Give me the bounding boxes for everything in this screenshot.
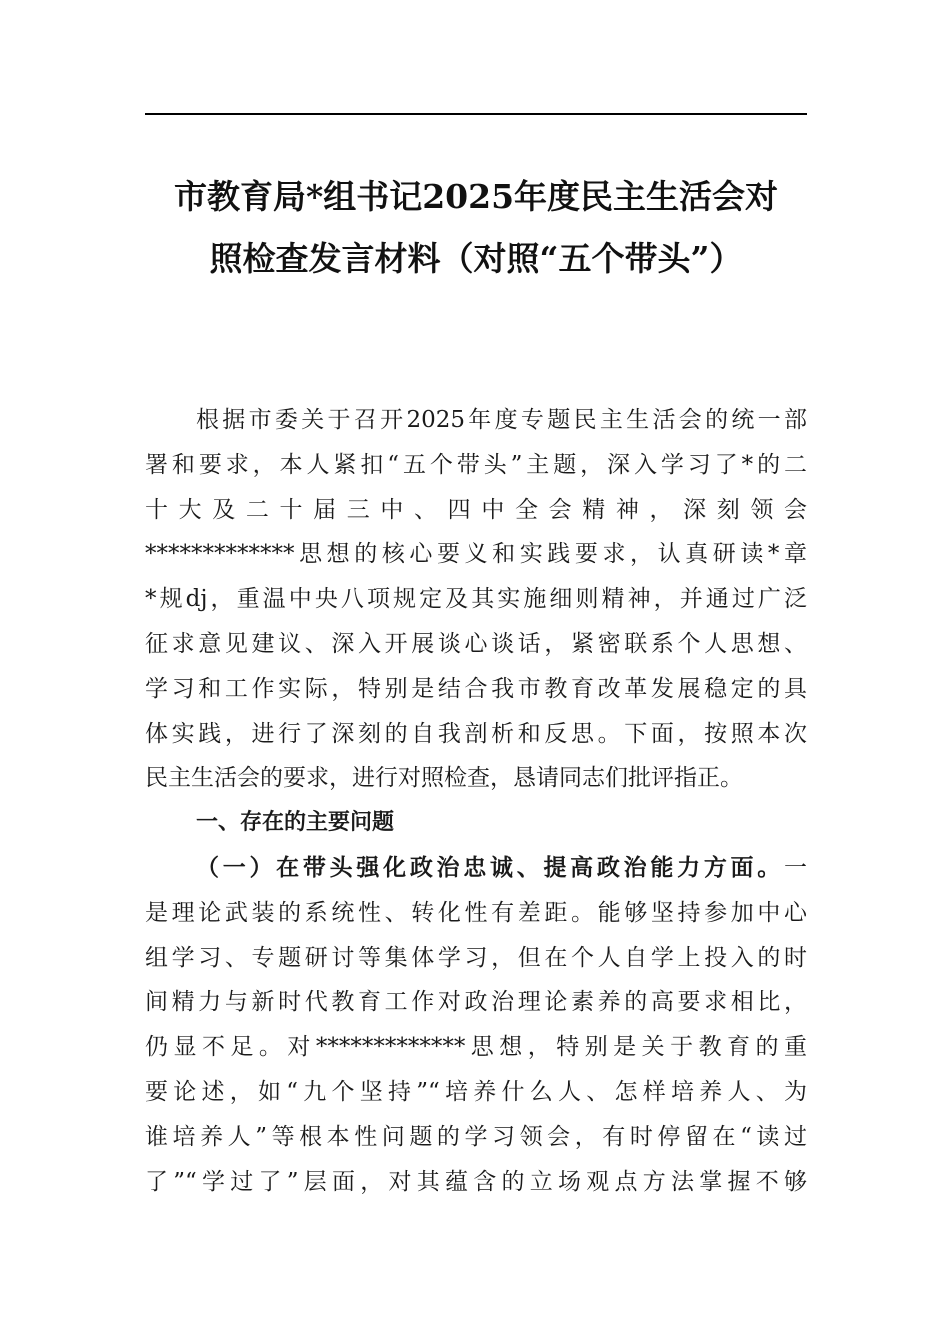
document-title	[145, 166, 807, 290]
subsection-line: 要论述，如“九个坚持”“培养什么人、怎样培养人、为	[145, 1078, 807, 1105]
subsection-lead: （一）在带头强化政治忠诚、提高政治能力方面。	[196, 853, 784, 881]
subsection-line: 谁培养人”等根本性问题的学习领会，有时停留在“读过	[145, 1123, 807, 1150]
subsection-line: 组学习、专题研讨等集体学习，但在个人自学上投入的时	[145, 944, 807, 971]
title-line-1: 市教育局*组书记2025年度民主生活会对	[173, 177, 779, 216]
intro-line: 学习和工作实际，特别是结合我市教育改革发展稳定的具	[145, 675, 807, 702]
header-rule	[145, 113, 807, 115]
intro-line: 署和要求，本人紧扣“五个带头”主题，深入学习了*的二	[145, 451, 807, 478]
intro-line: *************思想的核心要义和实践要求，认真研读*章	[145, 541, 807, 568]
intro-line: *规dj，重温中央八项规定及其实施细则精神，并通过广泛	[145, 586, 807, 613]
intro-line: 根据市委关于召开2025年度专题民主生活会的统一部	[196, 407, 807, 433]
subsection-line: 了”“学过了”层面，对其蕴含的立场观点方法掌握不够	[145, 1168, 807, 1195]
intro-line: 十大及二十届三中、四中全会精神，深刻领会	[145, 496, 807, 523]
intro-line: 体实践，进行了深刻的自我剖析和反思。下面，按照本次	[145, 720, 807, 747]
subsection-line: 仍显不足。对*************思想，特别是关于教育的重	[145, 1034, 807, 1061]
subsection-lead-tail: 一	[784, 854, 807, 881]
document-body	[145, 398, 807, 1204]
section-heading: 一、存在的主要问题	[196, 810, 395, 836]
subsection-first-line	[145, 846, 807, 891]
subsection-line: 间精力与新时代教育工作对政治理论素养的高要求相比，	[145, 989, 807, 1016]
title-line-2: 照检查发言材料（对照“五个带头”）	[209, 239, 743, 278]
subsection-line: 是理论武装的系统性、转化性有差距。能够坚持参加中心	[145, 899, 807, 926]
intro-line: 民主生活会的要求，进行对照检查，恳请同志们批评指正。	[145, 765, 743, 792]
intro-line: 征求意见建议、深入开展谈心谈话，紧密联系个人思想、	[145, 630, 807, 657]
